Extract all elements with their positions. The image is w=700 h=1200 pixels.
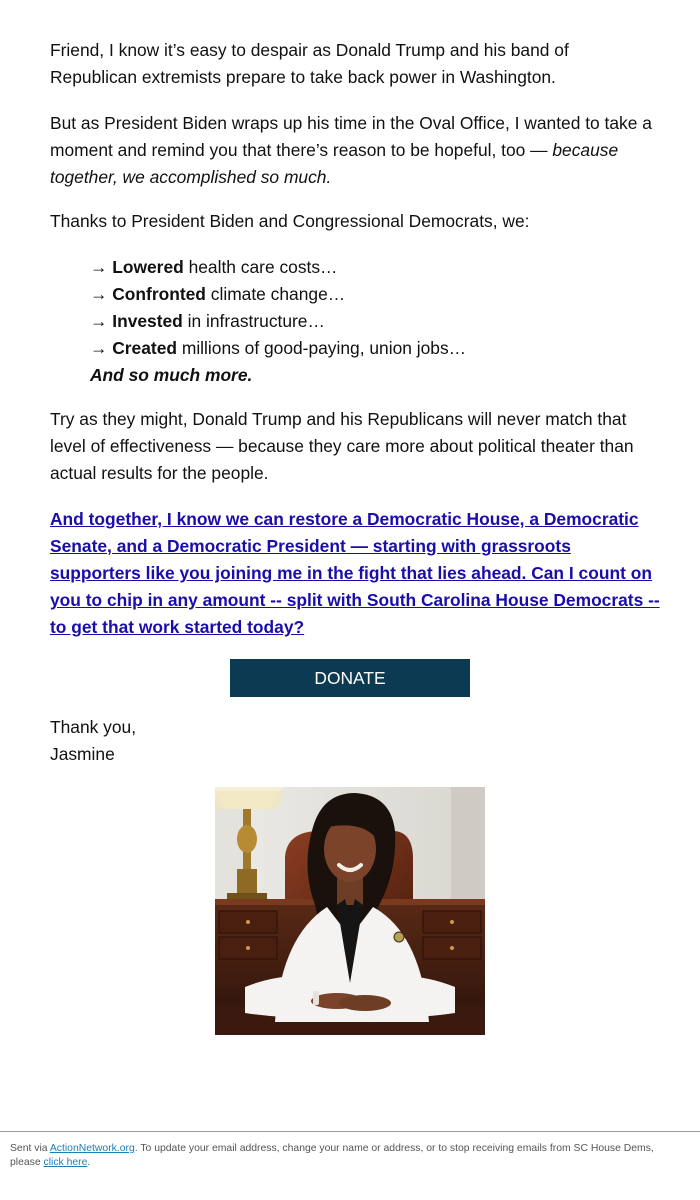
list-item <box>90 335 650 362</box>
republicans-paragraph: Try as they might, Donald Trump and his Republicans will never match that level of effectiveness — because they care more about political theater than actual results for the people. <box>50 409 634 483</box>
list-item-bold: Invested <box>112 311 183 331</box>
email-footer <box>0 1131 700 1200</box>
thanks-paragraph: Thanks to President Biden and Congressional Democrats, we: <box>50 211 530 231</box>
signoff-name: Jasmine <box>50 744 115 764</box>
cta-paragraph <box>50 506 660 641</box>
list-item-text: in infrastructure… <box>182 311 325 331</box>
accomplished-emphasis: because together, we accomplished so much. <box>50 140 619 187</box>
biden-paragraph <box>50 110 660 191</box>
cta-donate-link[interactable]: And together, I know we can restore a Democratic House, a Democratic Senate, and a Democratic President — starting with grassroots supporters like you joining me in the fight that lies ahead. Can I count on you to chip in any amount -- split with South Carolina House Democrats -- to get that work started today? <box>50 509 660 637</box>
list-item-text: climate change… <box>205 284 346 304</box>
actionnetwork-link[interactable]: ActionNetwork.org <box>49 1143 135 1154</box>
list-item <box>90 308 650 335</box>
footer-middle-text: . To update your email address, change your name or address, or to stop receiving emails from SC House Dems, please <box>10 1143 654 1168</box>
arrow-icon: → <box>90 284 113 304</box>
list-item-bold: Created <box>112 338 177 358</box>
footer-text <box>10 1142 680 1170</box>
list-item-bold: Confronted <box>112 284 206 304</box>
arrow-icon: → <box>90 311 113 331</box>
list-item <box>90 254 650 281</box>
arrow-icon: → <box>90 257 113 277</box>
list-item-text: health care costs… <box>183 257 338 277</box>
intro-paragraph: Friend, I know it’s easy to despair as Donald Trump and his band of Republican extremists prepare to take back power in Washington. <box>50 40 569 87</box>
footer-sent-via: Sent via <box>10 1143 50 1154</box>
list-closing <box>90 362 650 389</box>
footer-end: . <box>87 1157 91 1168</box>
arrow-icon: → <box>90 338 113 358</box>
list-item-bold: Lowered <box>112 257 184 277</box>
accomplishments-list <box>90 254 650 389</box>
biden-paragraph-text: But as President Biden wraps up his time in the Oval Office, I wanted to take a moment and remind you that there’s reason to be hopeful, too — <box>50 113 652 160</box>
signoff <box>50 714 450 768</box>
jasmine-portrait-image <box>215 787 485 1035</box>
donate-button[interactable]: DONATE <box>230 659 470 697</box>
signoff-thanks: Thank you, <box>50 717 137 737</box>
list-item-text: millions of good-paying, union jobs… <box>177 338 467 358</box>
list-closing-text: And so much more. <box>90 365 253 385</box>
unsubscribe-link[interactable]: click here <box>43 1157 88 1168</box>
list-item <box>90 281 650 308</box>
